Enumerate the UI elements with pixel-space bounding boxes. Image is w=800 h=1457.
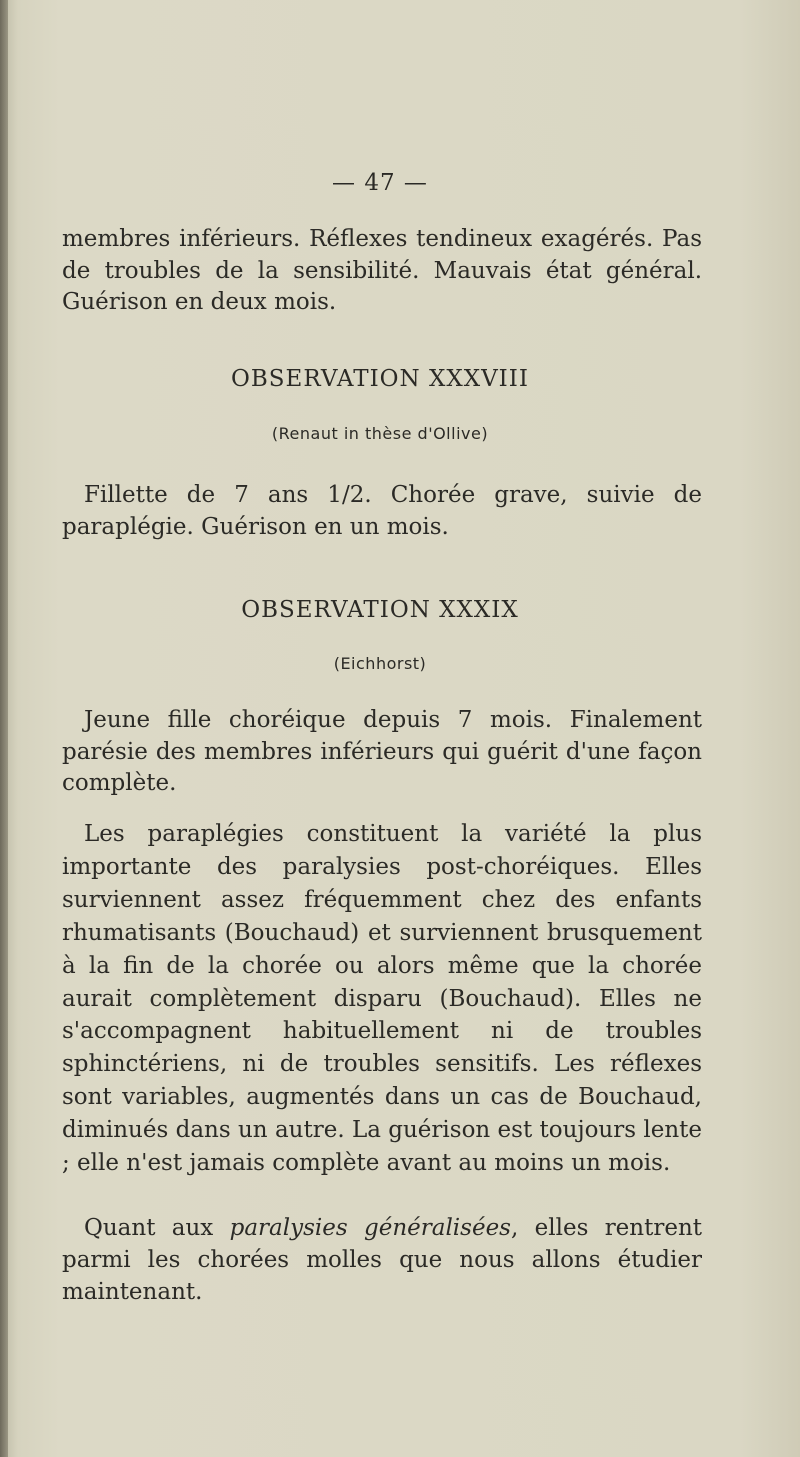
closing-paragraph [62, 1212, 702, 1308]
observation-title: OBSERVATION XXXIX [241, 597, 519, 623]
body-paragraph-text: Les paraplégies constituent la variété la plus importante des paralysies post-choréiques. Elles surviennent assez fréquemment chez des enfants rhumatisants (Bouchaud) et surviennent brusquement à la fin de la chorée ou alors même que la chorée aurait complètement disparu (Bouchaud). Elles ne s'accompagnent habituellement ni de troubles sphinctériens, ni de troubles sensitifs. Les réflexes sont variables, augmentés dans un cas de Bouchaud, diminués dans un autre. La guérison est toujours lente ; elle n'est jamais complète avant au moins un mois. [62, 821, 702, 1177]
closing-text-emphasis: paralysies généralisées [229, 1215, 511, 1241]
intro-paragraph: membres inférieurs. Réflexes tendineux exagérés. Pas de troubles de la sensibilité. Mauvais état général. Guérison en deux mois. [62, 226, 702, 315]
closing-text-start: Quant aux [84, 1215, 214, 1241]
observation-text [62, 705, 702, 800]
observation-text [62, 480, 702, 543]
observation-title: OBSERVATION XXXVIII [231, 366, 529, 392]
observation-reference: (Renaut in thèse d'Ollive) [271, 424, 489, 443]
observation-text-content: Fillette de 7 ans 1/2. Chorée grave, suivie de paraplégie. Guérison en un mois. [62, 482, 702, 540]
observation-reference: (Eichhorst) [333, 654, 427, 673]
closing-text-end: , elles rentrent parmi les chorées molles que nous allons étudier maintenant. [62, 1215, 703, 1305]
body-paragraph [62, 818, 702, 1180]
page-number: — 47 — [332, 170, 428, 196]
observation-text-content: Jeune fille choréique depuis 7 mois. Finalement parésie des membres inférieurs qui guérit d'une façon complète. [62, 707, 702, 796]
